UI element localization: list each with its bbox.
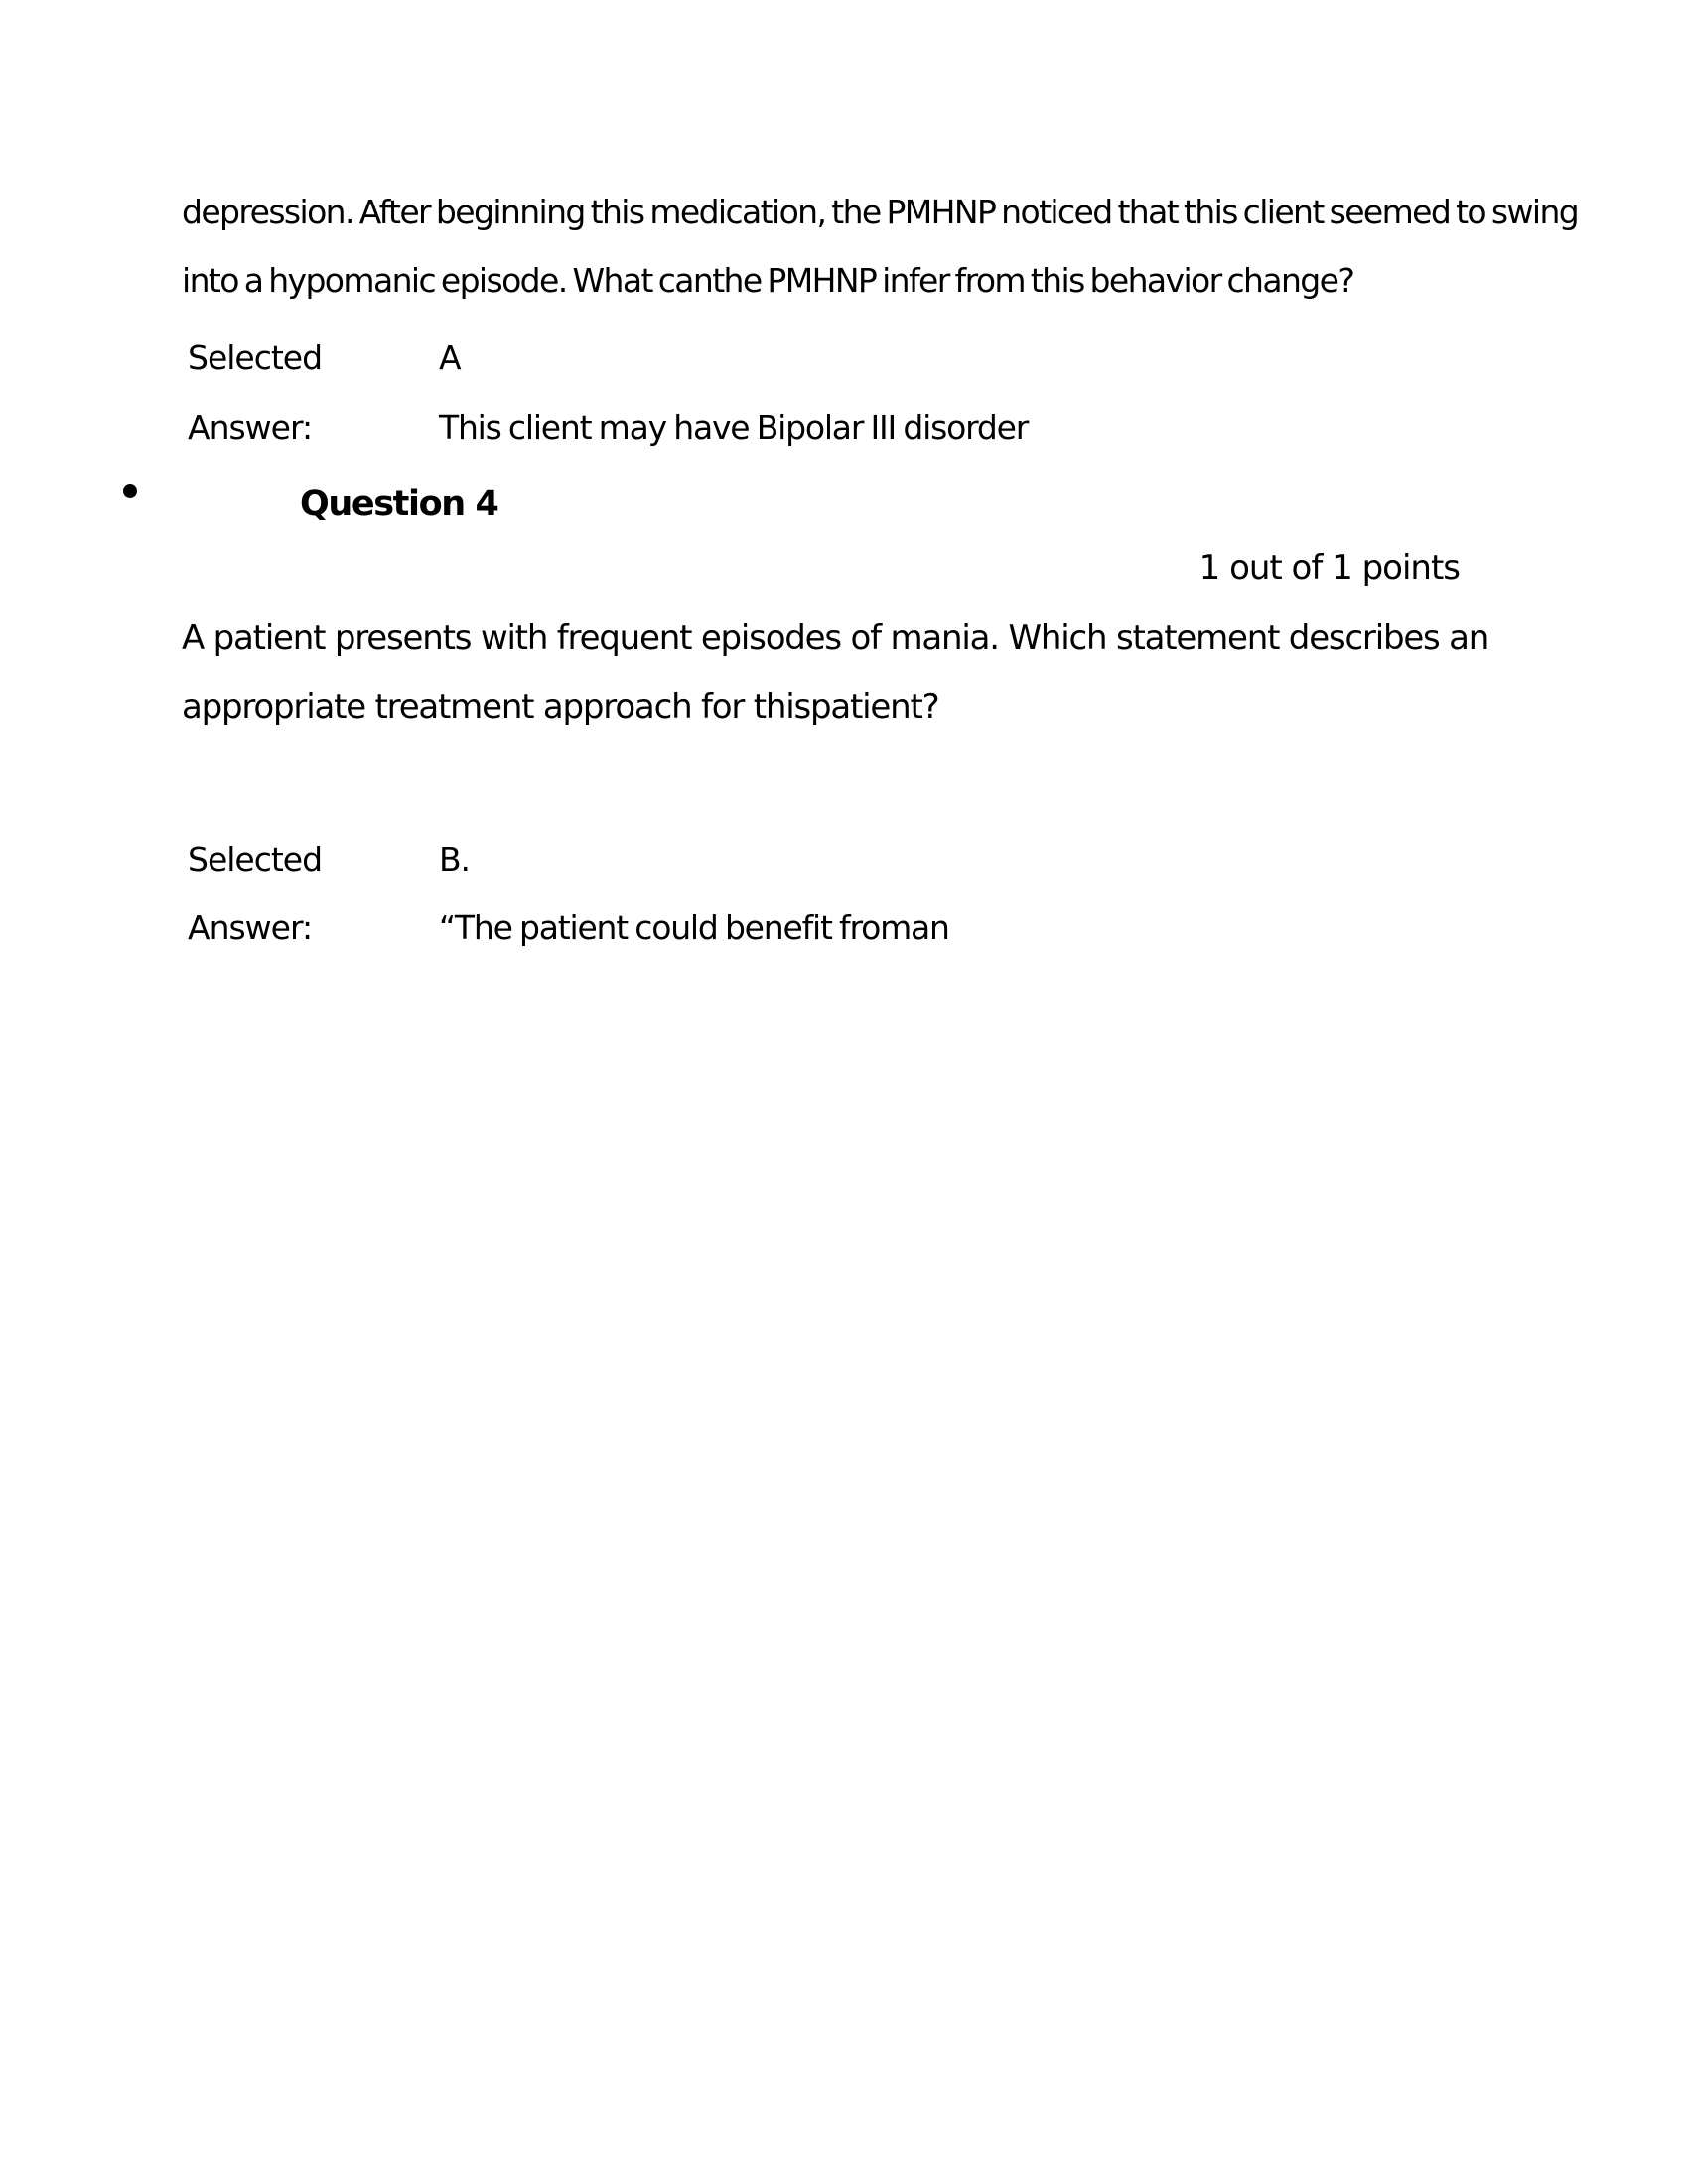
question-3-answer-text: This client may have Bipolar III disorder <box>439 408 1029 447</box>
question-4-selected-letter: B. <box>439 840 470 879</box>
question-4-points: 1 out of 1 points <box>1198 548 1460 588</box>
question-4-answer-text: “The patient could benefit froman <box>439 908 949 947</box>
question-3-selected-letter: A <box>439 339 461 377</box>
question-3-selected-label: Selected <box>188 339 323 377</box>
question-4-heading: Question 4 <box>300 484 498 524</box>
question-4-answer-label: Answer: <box>188 908 313 947</box>
question-3-text-line-1: depression. After beginning this medication, the PMHNP noticed that this client seemed to swing <box>182 193 1579 231</box>
question-4-selected-label: Selected <box>188 840 323 879</box>
bullet-icon <box>123 484 137 498</box>
question-3-text-line-2: into a hypomanic episode. What canthe PMHNP infer from this behavior change? <box>182 261 1354 300</box>
question-3-answer-label: Answer: <box>188 408 313 447</box>
question-4-text-line-1: A patient presents with frequent episodes of mania. Which statement describes an <box>182 618 1489 658</box>
question-4-text-line-2: appropriate treatment approach for thispatient? <box>182 687 939 727</box>
